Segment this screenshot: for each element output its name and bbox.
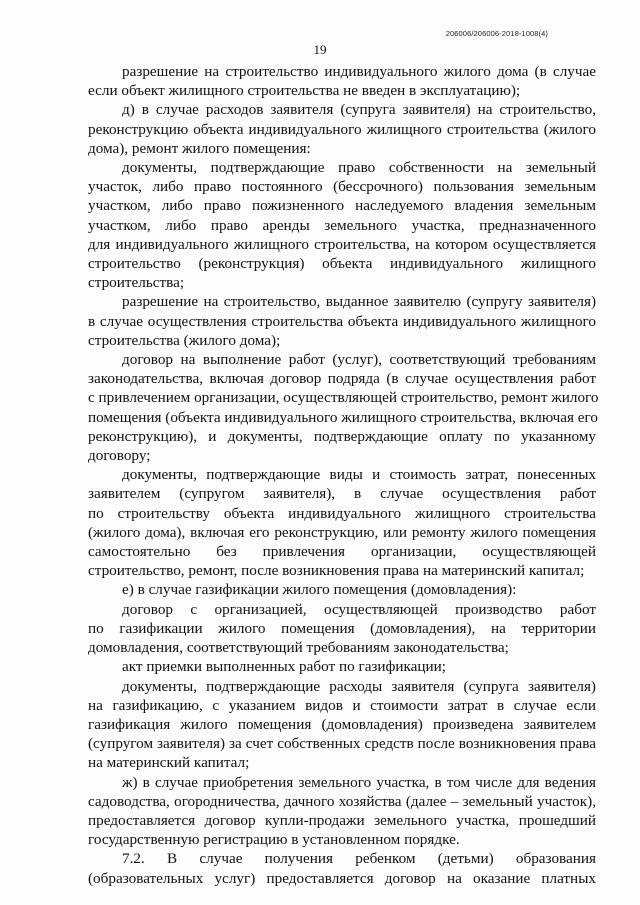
text-line: реконструкцию), и документы, подтверждающие оплату по указанному <box>88 427 596 445</box>
text-line: по строительству объекта индивидуального жилищного строительства <box>88 504 596 522</box>
paragraph <box>88 158 596 292</box>
paragraph <box>88 100 596 158</box>
text-line: строительство (реконструкция) объекта индивидуального жилищного <box>88 255 596 273</box>
text-line: на газификацию, с указанием видов и стоимости затрат в случае если <box>88 696 596 714</box>
text-line: (образовательных услуг) предоставляется договор на оказание платных <box>88 869 596 887</box>
text-line: реконструкцию объекта индивидуального жилищного строительства (жилого <box>88 120 596 138</box>
text-line: разрешение на строительство, выданное заявителю (супругу заявителя) <box>122 293 596 311</box>
page-number: 19 <box>313 42 327 57</box>
text-line: акт приемки выполненных работ по газификации; <box>122 658 447 676</box>
text-line: документы, подтверждающие виды и стоимость затрат, понесенных <box>122 466 596 484</box>
text-line: для индивидуального жилищного строительства, на котором осуществляется <box>88 235 596 253</box>
paragraph <box>88 62 596 100</box>
text-line: строительство, ремонт, после возникновения права на материнский капитал; <box>88 562 585 580</box>
text-line: газификация жилого помещения (домовладения) произведена заявителем <box>88 715 596 733</box>
text-line: участком, либо право пожизненного наследуемого владения земельным <box>88 197 596 215</box>
paragraph <box>88 849 596 887</box>
paragraph <box>88 580 596 599</box>
text-line: домовладения, соответствующий требованиям законодательства; <box>88 639 509 657</box>
text-line: д) в случае расходов заявителя (супруга заявителя) на строительство, <box>122 101 596 119</box>
text-line: законодательства, включая договор подряда (в случае осуществления работ <box>88 370 596 388</box>
text-line: договору; <box>88 447 151 465</box>
paragraph <box>88 292 596 350</box>
text-line: договор на выполнение работ (услуг), соответствующий требованиям <box>122 351 596 369</box>
text-line: разрешение на строительство индивидуального жилого дома (в случае <box>122 63 596 80</box>
text-line: (жилого дома), включая его реконструкцию, или ремонту жилого помещения <box>88 523 596 541</box>
paragraph <box>88 350 599 465</box>
text-line: 7.2. В случае получения ребенком (детьми) образования <box>122 850 596 868</box>
text-line: помещения (объекта индивидуального жилищного строительства, включая его <box>88 408 598 426</box>
text-line: заявителем (супругом заявителя), в случае осуществления работ <box>88 485 596 503</box>
text-line: садоводства, огородничества, дачного хозяйства (далее – земельный участок), <box>88 792 596 810</box>
paragraph <box>88 465 596 580</box>
paragraph <box>88 657 596 676</box>
text-line: в случае осуществления строительства объекта индивидуального жилищного <box>88 312 596 330</box>
paragraph <box>88 773 596 850</box>
text-line: государственную регистрацию в установленном порядке. <box>88 831 460 849</box>
document-body <box>88 62 599 888</box>
text-line: е) в случае газификации жилого помещения (домовладения): <box>122 581 517 599</box>
paragraph <box>88 600 596 658</box>
text-line: на материнский капитал; <box>88 754 250 772</box>
text-line: документы, подтверждающие право собственности на земельный <box>122 159 596 177</box>
text-line: с привлечением организации, осуществляющей строительство, ремонт жилого <box>88 389 599 407</box>
document-id: 206006/206006-2018-1008(4) <box>445 29 548 38</box>
text-line: по газификации жилого помещения (домовладения), на территории <box>88 619 596 637</box>
text-line: строительства; <box>88 274 185 292</box>
text-line: если объект жилищного строительства не введен в эксплуатацию); <box>88 82 521 100</box>
text-line: (супругом заявителя) за счет собственных средств после возникновения права <box>88 735 596 753</box>
text-line: документы, подтверждающие расходы заявителя (супруга заявителя) <box>122 677 596 695</box>
text-line: договор с организацией, осуществляющей производство работ <box>122 600 596 618</box>
text-line: строительства (жилого дома); <box>88 331 281 349</box>
text-line: дома), ремонт жилого помещения: <box>88 139 311 157</box>
text-line: участок, либо право постоянного (бессрочного) пользования земельным <box>88 178 596 196</box>
text-line: предоставляется договор купли-продажи земельного участка, прошедший <box>88 811 596 829</box>
text-line: участком, либо право аренды земельного участка, предназначенного <box>88 216 596 234</box>
paragraph <box>88 677 596 773</box>
text-line: самостоятельно без привлечения организации, осуществляющей <box>88 543 596 561</box>
text-line: ж) в случае приобретения земельного участка, в том числе для ведения <box>122 773 596 791</box>
